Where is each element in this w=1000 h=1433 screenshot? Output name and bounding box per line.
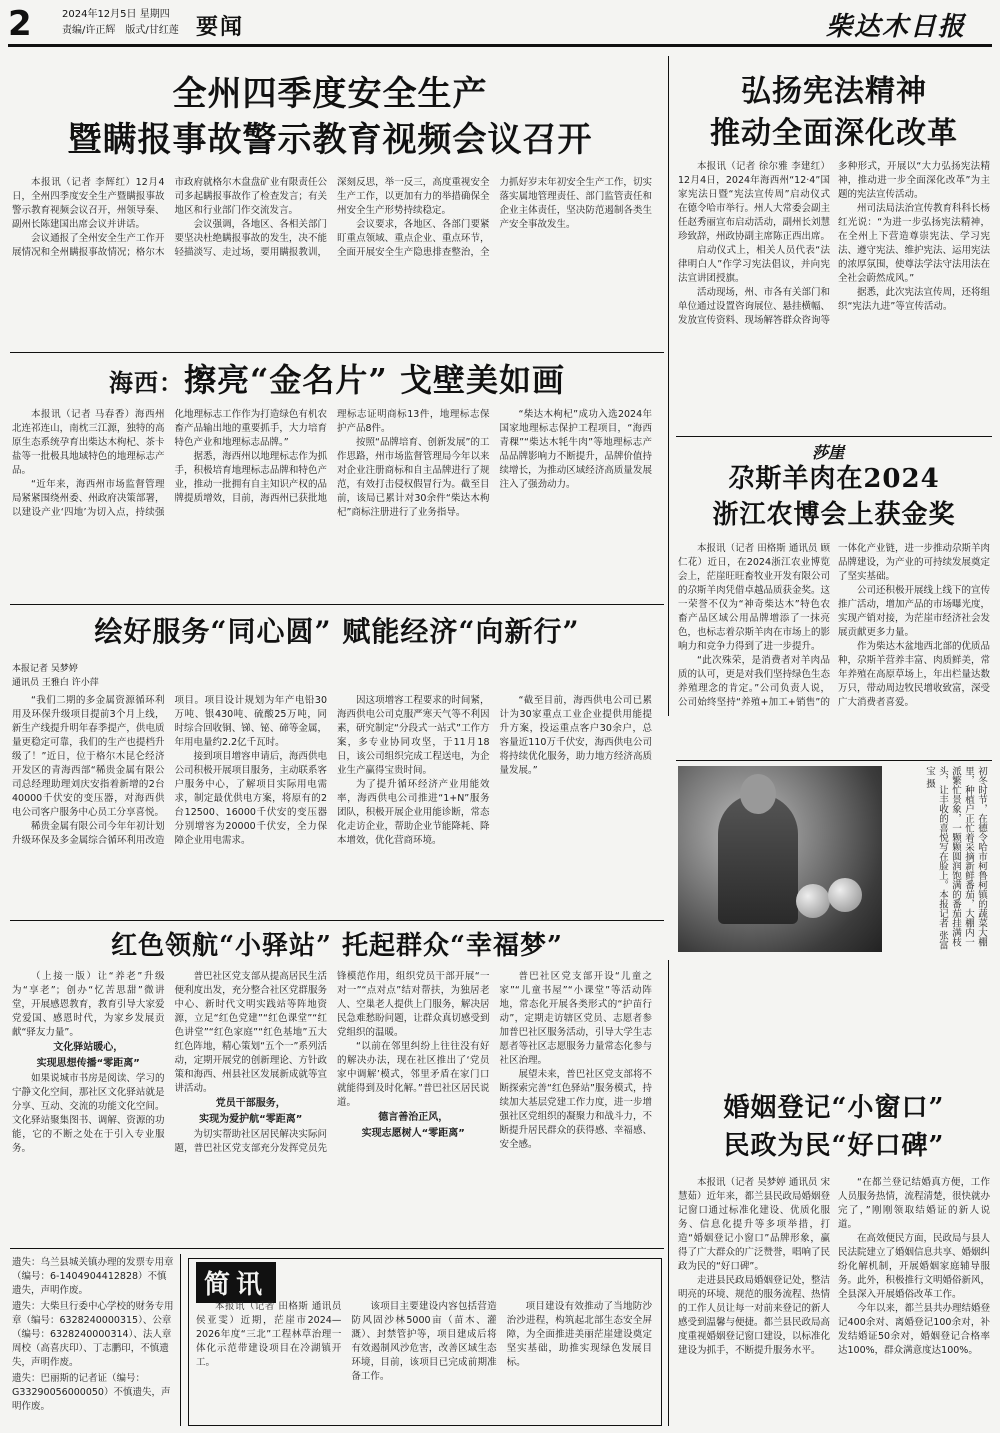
article1-body xyxy=(12,176,652,346)
article2-paragraph: 据悉，此次宪法宣传周，还将组织“宪法九进”等宣传活动。 xyxy=(838,287,990,312)
article5-byline-reporter: 本报记者 吴梦婷 xyxy=(12,664,78,674)
article2-paragraph: 州司法局法治宣传教育科科长杨红光说：“为进一步弘扬宪法精神，在全州上下营造尊崇宪法、学习宪法、遵守宪法、维护宪法、运用宪法的浓厚氛围，使尊法学法守法用法在全社会蔚然成风。” xyxy=(838,203,990,284)
article1-headline-line1: 全州四季度安全生产 xyxy=(172,74,488,114)
article1-paragraph: 会议强调，各地区、各相关部门要坚决杜绝瞒报事故的发生，决不能轻描淡写、走过场，要用瞒报教训，深刻反思，举一反三，高度重视安全生产工作，以更加有力的举措确保全州安全生产形势持续稳定。 xyxy=(174,177,490,258)
article6-paragraph: 展望未来，普巴社区党支部将不断探索完善“红色驿站”服务模式，持续加大基层党建工作力度，进一步增强社区党组织的凝聚力和战斗力，不断提升居民群众的获得感、幸福感、安全感。 xyxy=(499,1069,652,1150)
article3-headline-prefix: 海西： xyxy=(109,368,185,397)
article4-location-tag: 莎崖 xyxy=(812,443,845,462)
article6-paragraph: 普巴社区党支部开设“儿童之家”“儿童书屋”“小课堂”等活动阵地，常态化开展各类形式的“护苗行动”，定期走访辖区党员、志愿者参加普巴社区服务活动，引导大学生志愿者等社区志愿服务力量常态化参与社区治理。 xyxy=(499,971,652,1066)
article6-subhead: 实现思想传播“零距离” xyxy=(36,1058,140,1069)
article2-headline-line1: 弘扬宪法精神 xyxy=(741,74,927,109)
section-title: 要闻 xyxy=(196,14,245,40)
article2-body xyxy=(678,160,990,430)
article6-subhead: 党员干部服务， xyxy=(215,1098,286,1109)
article6-body xyxy=(12,970,652,1240)
article1-paragraph: 本报讯（记者 李辉红）12月4日，全州四季度安全生产暨瞒报事故警示教育视频会议召开，州领导秦、副州长陈建国出席会议并讲话。 xyxy=(12,177,165,230)
masthead-logo: 柴达木日报 xyxy=(826,12,967,42)
page-number: 2 xyxy=(8,4,32,44)
divider xyxy=(676,760,992,761)
article3-body xyxy=(12,408,652,598)
article3-headline-text: 擦亮“金名片” 戈壁美如画 xyxy=(184,361,565,399)
article7-body xyxy=(678,1176,990,1426)
lost-notices xyxy=(12,1256,174,1426)
editor-credits: 责编/许正辉 版式/甘红莲 xyxy=(62,25,179,36)
article5-paragraph: 接到项目增容申请后，海西供电公司积极开展项目服务，主动联系客户服务中心，了解项目实际用电需求，制定最优供电方案，将原有的2台12500、16000千伏安的变压器分别增容为20000千伏安，全力保障企业用电需求。 xyxy=(174,751,327,846)
news-photo xyxy=(678,766,882,952)
brief-paragraph: 该项目主要建设内容包括营造防风固沙林5000亩（苗木、灌溉）、封禁管护等，项目建成后将有效遏制风沙危害，改善区域生态环境，目前，该项目已完成前期准备工作。 xyxy=(351,1301,497,1382)
article4-headline-line1: 尕斯羊肉在2024 xyxy=(728,464,940,494)
issue-date: 2024年12月5日 星期四 xyxy=(62,9,170,20)
brief-paragraph: 项目建设有效推动了当地防沙治沙进程，构筑起北部生态安全屏障，为全面推进美丽茫崖建设奠定坚实基础，助推实现绿色发展目标。 xyxy=(506,1301,652,1368)
divider xyxy=(10,604,664,605)
article6-subhead: 文化驿站暖心， xyxy=(53,1042,124,1053)
article1-paragraph: 会议通报了全州安全生产工作开展情况和全州瞒报事故情况；格尔木市政府就格尔木盘盘矿业有限责任公司多起瞒报事故作了检查发言；有关地区和行业部门作交流发言。 xyxy=(12,177,327,258)
header-rule xyxy=(8,44,992,47)
article6-subhead: 实现志愿树人“零距离” xyxy=(361,1128,465,1139)
article3-paragraph: 据悉，海西州以地理标志作为抓手，积极培育地理标志品牌和特色产业，推动一批拥有自主知识产权的品牌提质增效，目前，海西州已获批地理标志证明商标13件，地理标志保护产品8件。 xyxy=(174,409,490,504)
article7-paragraph: 今年以来，都兰县共办理结婚登记400余对、离婚登记100余对，补发结婚证50余对，婚姻登记合格率达100%，群众满意度达100%。 xyxy=(838,1303,990,1356)
article6-paragraph: 普巴社区党支部从提高居民生活便利度出发，充分整合社区党群服务中心、新时代文明实践站等阵地资源，立足“红色党建”“红色课堂”“红色讲堂”“红色家庭”“红色基地”五大红色阵地，精心策划“五个一”系列活动，定期开展党的创新理论、方针政策和海西、州县社区发展新成就等宣讲活动。 xyxy=(174,971,327,1094)
brief-title: 简讯 xyxy=(196,1262,276,1303)
divider xyxy=(10,1248,664,1249)
article3-headline xyxy=(10,358,664,405)
article5-headline: 绘好服务“同心圆” 赋能经济“向新行” xyxy=(94,615,580,648)
article2-paragraph: 本报讯（记者 徐尔雅 李建红）12月4日，2024年海西州“12·4”国家宪法日暨“宪法宣传周”启动仪式在德令哈市举行。州人大常委会副主任赵秀丽宣布启动活动，副州长刘慧珍致辞，州政协副主席陈正西出席。 xyxy=(678,161,831,242)
article2-paragraph: 活动现场，州、市各有关部门和单位通过设置咨询展位、悬挂横幅、发放宣传资料、现场解答群众咨询等多种形式，开展以“大力弘扬宪法精神，推动进一步全面深化改革”为主题的宪法宣传活动。 xyxy=(678,161,990,326)
brief-body xyxy=(196,1300,652,1418)
photo-caption: 初冬时节，在德令哈市柯鲁柯镇的蔬菜大棚里，种植户正忙着采摘新鲜番茄，大棚内一派繁忙景象，一颗颗圆润饱满的番茄挂满枝头，让丰收的喜悦写在脸上。本报记者 张富宝 摄 xyxy=(924,766,987,950)
article6-paragraph: 为切实帮助社区居民解决实际问题，普巴社区党支部充分发挥党员先锋模范作用，组织党员干部开展“一对一”“点对点”结对帮扶，为独居老人、空巢老人提供上门服务，解决居民急难愁盼问题，让群众真切感受到党组织的温暖。 xyxy=(174,971,490,1154)
article6-paragraph: “以前在邻里纠纷上往往没有好的解决办法，现在社区推出了‘党员家中调解’模式，邻里矛盾在家门口就能得到及时化解。”普巴社区居民说道。 xyxy=(337,1041,490,1108)
article1-paragraph: 会议要求，各地区、各部门要紧盯重点领域、重点企业、重点环节，全面开展安全生产隐患排查整治，全力抓好岁末年初安全生产工作，切实落实属地管理责任、部门监管责任和企业主体责任，坚决防范遏制各类生产安全事故发生。 xyxy=(337,177,652,258)
article3-paragraph: “近年来，海西州市场监督管理局紧紧围绕州委、州政府决策部署，以建设产业‘四地’为切入点，持续强化地理标志工作作为打造绿色有机农畜产品输出地的重要抓手，大力培育特色产业和地理标志品牌。” xyxy=(12,409,327,518)
lost-notice-item: 遗失：乌兰县城关镇办理的发票专用章（编号：6-1404904412828）不慎遗失，声明作废。 xyxy=(12,1257,174,1296)
article4-paragraph: 作为柴达木盆地西北部的优质品种，尕斯羊营养丰富、肉质鲜美，常年养殖在高原草场上，年出栏量达数万只，带动周边牧民增收致富，深受广大消费者喜爱。 xyxy=(838,641,990,708)
lost-notice-item: 遗失：巴丽斯的记者证（编号：G33290056000050）不慎遗失，声明作废。 xyxy=(12,1373,171,1412)
photo-tomato-shape xyxy=(796,884,830,918)
article7-paragraph: “在都兰登记结婚真方便，工作人员服务热情，流程清楚，很快就办完了，”刚刚领取结婚证的新人说道。 xyxy=(838,1177,990,1230)
column-divider xyxy=(180,1254,181,1426)
article5-paragraph: “我们二期的多金属资源循环利用及环保升级项目提前3个月上线，新生产线提升明年春季提产，供电质量更稳定可靠，我们的生产也提档升级了！”近日，位于格尔木昆仑经济开发区的青海西部“稀贵金属有限公司总经理助理刘庆安指着新增的2台40000千伏安的变压器，对海西供电公司客户服务中心员工分享喜悦。 xyxy=(12,695,165,818)
article6-headline: 红色领航“小驿站” 托起群众“幸福梦” xyxy=(111,931,563,961)
article5-paragraph: 因这项增容工程要求的时间紧，海西供电公司克服严寒天气等不利因素，研究制定“分段式一站式”工作方案，多专业协同攻坚，于11月18日，该公司组织完成工程送电，为企业生产赢得宝贵时间。 xyxy=(337,695,490,776)
article5-paragraph: 稀贵金属有限公司今年年初计划升级环保及多金属综合循环利用改造项目。项目设计规划为年产电铅30万吨、银430吨、硫酸25万吨，同时综合回收铜、锑、铋、碲等金属，年用电量约2.2亿千瓦时。 xyxy=(12,695,327,846)
article6-subhead: 实现为爱护航“零距离” xyxy=(199,1114,303,1125)
article4-paragraph: “此次殊荣，是消费者对羊肉品质的认可，更是对我们坚持绿色生态养殖理念的肯定。”公司负责人说，公司始终坚持“养殖+加工+销售”的一体化产业链，进一步推动尕斯羊肉品牌建设，为产业的可持续发展奠定了坚实基础。 xyxy=(678,543,990,708)
article4-paragraph: 公司还积极开展线上线下的宣传推广活动，增加产品的市场曝光度，实现产销对接，为茫崖市经济社会发展贡献更多力量。 xyxy=(838,585,990,638)
article2-paragraph: 启动仪式上，相关人员代表“法律明白人”作学习宪法倡议，并向宪法宣讲团授旗。 xyxy=(678,245,830,284)
article6-subhead: 德言善治正风， xyxy=(378,1112,449,1123)
column-divider xyxy=(668,960,669,1426)
article6-paragraph: （上接一版）让“养老”升级为“享老”；创办“忆苦思甜”微讲堂，开展感恩教育，教育引导大家爱党爱国、感恩时代，为家乡发展贡献“驿友力量”。 xyxy=(12,971,165,1038)
divider xyxy=(676,436,992,437)
article7-paragraph: 在高效便民方面，民政局与县人民法院建立了婚姻信息共享、婚姻纠纷化解机制，开展婚姻家庭辅导服务。此外，积极推行文明婚俗新风，全县深入开展婚俗改革工作。 xyxy=(838,1233,990,1300)
photo-head-shape xyxy=(740,774,776,814)
article6-paragraph: 如果说城市书房是阅读、学习的宁静文化空间，那社区文化驿站就是分享、互动、交流的功能文化空间。文化驿站聚集图书、调解、资源的功能，它的不断之处在于引入专业服务。 xyxy=(12,1073,165,1154)
article5-byline-correspondent: 通讯员 王雅白 许小萍 xyxy=(12,678,99,688)
article2-headline-line2: 推动全面深化改革 xyxy=(710,116,958,151)
article3-paragraph: 本报讯（记者 马春香）海西州北连祁连山，南枕三江源，独特的高原生态系统孕育出柴达木枸杞、茶卡盐等一批极具地域特色的地理标志产品。 xyxy=(12,409,165,476)
divider xyxy=(10,920,664,921)
article3-paragraph: 按照“品牌培育、创新发展”的工作思路，州市场监督管理局今年以来对企业注册商标和自主品牌进行了规范，有效打击侵权假冒行为。截至目前，该局已累计对30余件“柴达木枸杞”商标注册进行了业务指导。 xyxy=(337,437,490,518)
article1-headline-line2: 暨瞒报事故警示教育视频会议召开 xyxy=(67,120,593,160)
article7-headline-line2: 民政为民“好口碑” xyxy=(723,1131,945,1161)
article4-body xyxy=(678,542,990,752)
article4-paragraph: 本报讯（记者 田格斯 通讯员 顾仁花）近日，在2024浙江农业博览会上，茫崖旺旺畜牧业开发有限公司的尕斯羊肉凭借卓越品质获金奖。这一荣誉不仅为“神奇柴达木”特色农畜产品区域公用品牌增添了一抹亮色，也标志着尕斯羊肉在市场上的影响力和竞争力得到了进一步提升。 xyxy=(678,543,831,652)
article5-body xyxy=(12,694,652,914)
article3-paragraph: “柴达木枸杞”成功入选2024年国家地理标志保护工程项目，“海西青稞”“柴达木牦牛肉”等地理标志产品品牌影响力不断提升，品牌价值持续增长，为推动区域经济高质量发展注入了强劲动力。 xyxy=(499,409,652,490)
article4-headline-line2: 浙江农博会上获金奖 xyxy=(712,500,956,530)
photo-tomato-shape xyxy=(828,878,862,912)
divider xyxy=(10,352,664,353)
column-divider xyxy=(668,56,669,716)
article7-headline-line1: 婚姻登记“小窗口” xyxy=(723,1093,945,1123)
lost-notice-item: 遗失：大柴旦行委中心学校的财务专用章（编号：6328240000315）、公章（编号：6328240000314）、法人章周校（高喜庆印）、丁志鹏印，不慎遗失，声明作废。 xyxy=(12,1301,174,1368)
brief-paragraph: 本报讯（记者 田格斯 通讯员 侯亚雯）近期，茫崖市2024—2026年度“三北”工程林草治理一体化示范带建设项目在冷湖镇开工。 xyxy=(196,1301,342,1368)
article7-paragraph: 走进县民政局婚姻登记处，整洁明亮的环境、规范的服务流程、热情的工作人员让每一对前来登记的新人感受到温馨与便捷。都兰县民政局高度重视婚姻登记窗口建设，以标准化建设为抓手，不断提升服务水平。 xyxy=(678,1275,831,1356)
article5-paragraph: 为了提升循环经济产业用能效率，海西供电公司推进“1+N”服务团队，积极开展企业用能诊断，常态化走访企业，帮助企业节能降耗、降本增效，优化营商环境。 xyxy=(337,779,490,846)
article5-paragraph: “截至目前，海西供电公司已累计为30家重点工业企业提供用能提升方案，投运重点客户30余户，总容量近110万千伏安，海西供电公司将持续优化服务，助力地方经济高质量发展。” xyxy=(499,695,652,776)
article7-paragraph: 本报讯（记者 吴梦婷 通讯员 宋慧茹）近年来，都兰县民政局婚姻登记窗口通过标准化建设、优质化服务、信息化提升等多项举措，打造“婚姻登记小窗口”品牌形象，赢得了广大群众的广泛赞誉，唱响了民政为民的“好口碑”。 xyxy=(678,1177,831,1272)
